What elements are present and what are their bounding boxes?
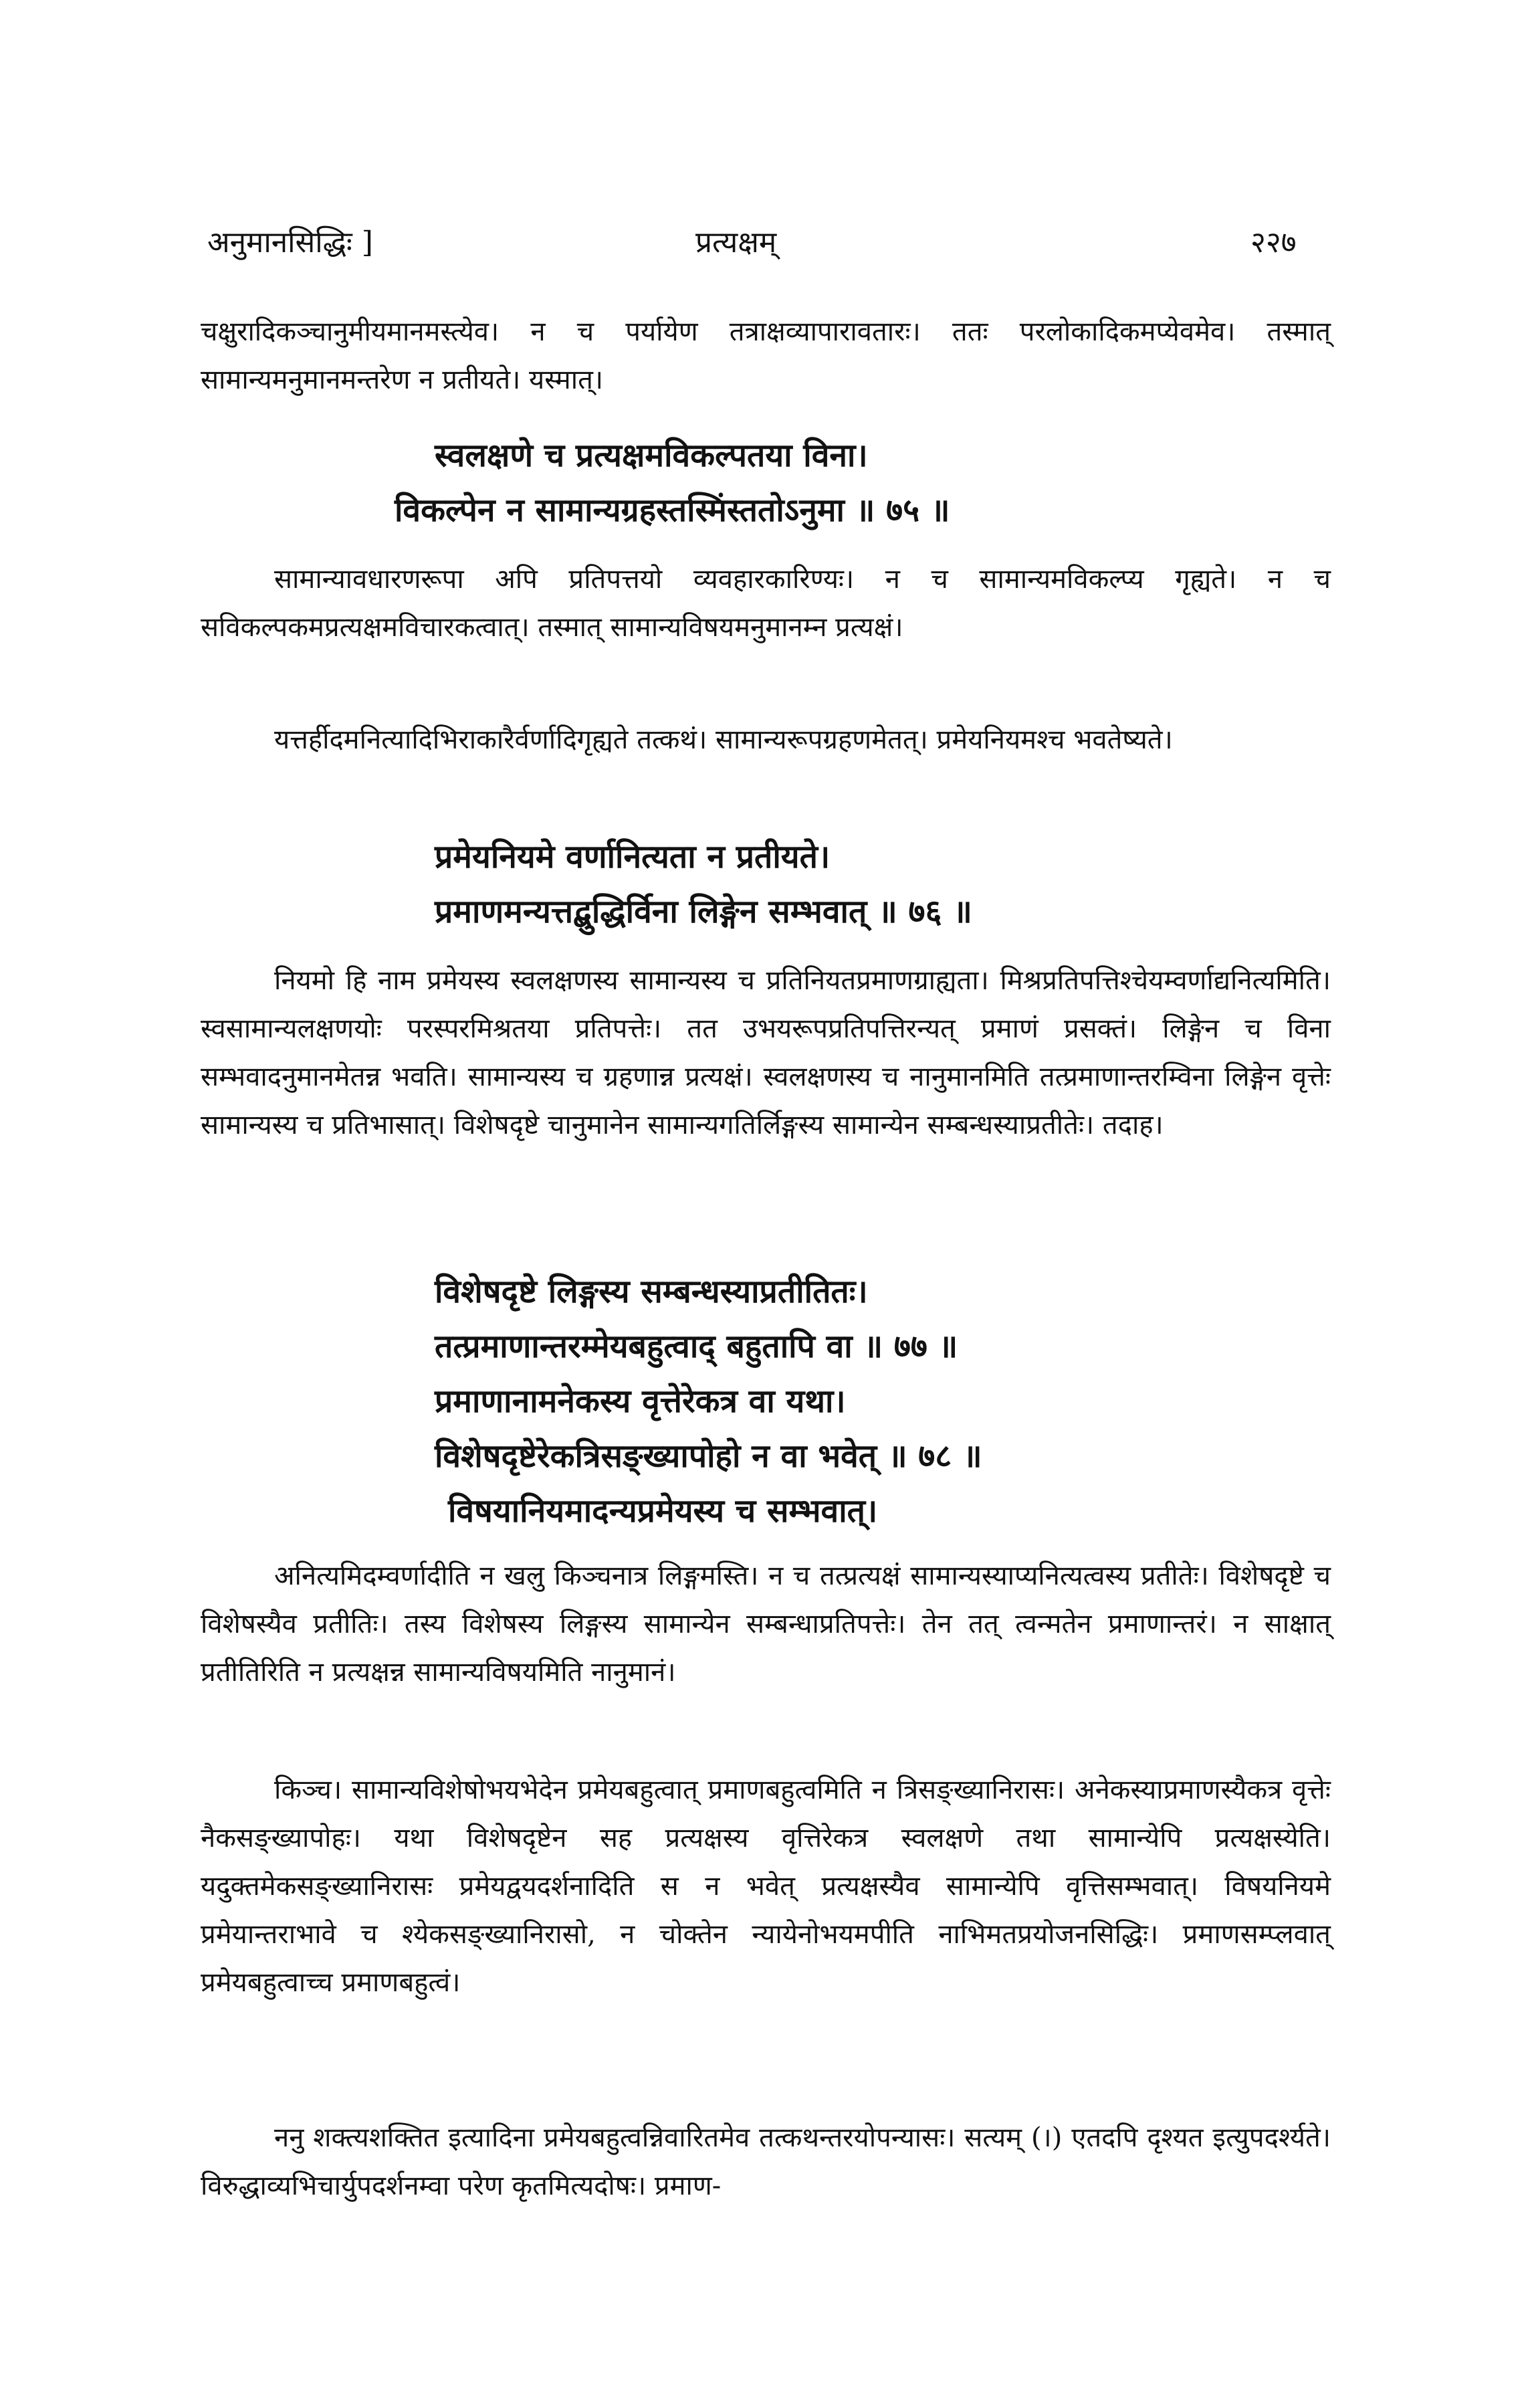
page-number: २२७ [1250, 225, 1297, 260]
running-head-center: प्रत्यक्षम् [695, 225, 777, 260]
paragraph-block [201, 2114, 1331, 2210]
verse-line: तत्प्रमाणान्तरम्मेयबहुत्वाद् बहुतापि वा ॥ ७७ ॥ [435, 1328, 958, 1365]
verse-line: प्रमेयनियमे वर्णानित्यता न प्रतीयते। [435, 838, 831, 876]
running-head-left: अनुमानसिद्धिः ] [207, 225, 373, 260]
paragraph-block [201, 716, 1331, 764]
paragraph: किञ्च। सामान्यविशेषोभयभेदेन प्रमेयबहुत्वात् प्रमाणबहुत्वमिति न त्रिसङ्ख्यानिरासः। अनेकस्याप्रमाणस्यैकत्र वृत्तेः नैकसङ्ख्यापोहः। यथा विशेषदृष्टेन सह प्रत्यक्षस्य वृत्तिरेकत्र स्वलक्षणे तथा सामान्येपि प्रत्यक्षस्येति। यदुक्तमेकसङ्ख्यानिरासः प्रमेयद्वयदर्शनादिति स न भवेत् प्रत्यक्षस्यैव सामान्येपि वृत्तिसम्भवात्। विषयनियमे प्रमेयान्तराभावे च श्येकसङ्ख्यानिरासो, न चोक्तेन न्यायेनोभयमपीति नाभिमतप्रयोजनसिद्धिः। प्रमाणसम्प्लवात् प्रमेयबहुत्वाच्च प्रमाणबहुत्वं। [201, 1775, 1331, 1998]
paragraph: यत्तर्हीदमनित्यादिभिराकारैर्वर्णादिगृह्यते तत्कथं। सामान्यरूपग्रहणमेतत्। प्रमेयनियमश्च भवतेष्यते। [274, 724, 1173, 755]
paragraph: चक्षुरादिकञ्चानुमीयमानमस्त्येव। न च पर्यायेण तत्राक्षव्यापारावतारः। ततः परलोकादिकमप्येवमेव। तस्मात् सामान्यमनुमानमन्तरेण न प्रतीयते। यस्मात्। [201, 316, 1331, 395]
verse-line: विशेषदृष्टे लिङ्गस्य सम्बन्धस्याप्रतीतितः। [435, 1273, 868, 1310]
paragraph-block [201, 1552, 1331, 1696]
verse-line: प्रमाणानामनेकस्य वृत्तेरेकत्र वा यथा। [435, 1383, 846, 1420]
verse-block [435, 829, 1337, 939]
paragraph: नियमो हि नाम प्रमेयस्य स्वलक्षणस्य सामान्यस्य च प्रतिनियतप्रमाणग्राह्यता। मिश्रप्रतिपत्तिश्चेयम्वर्णाद्यनित्यमिति। स्वसामान्यलक्षणयोः परस्परमिश्रतया प्रतिपत्तेः। तत उभयरूपप्रतिपत्तिरन्यत् प्रमाणं प्रसक्तं। लिङ्गेन च विना सम्भवादनुमानमेतन्न भवति। सामान्यस्य च ग्रहणान्न प्रत्यक्षं। स्वलक्षणस्य च नानुमानमिति तत्प्रमाणान्तरम्विना लिङ्गेन वृत्तेः सामान्यस्य च प्रतिभासात्। विशेषदृष्टे चानुमानेन सामान्यगतिर्लिङ्गस्य सामान्येन सम्बन्धस्याप्रतीतेः। तदाह। [201, 965, 1331, 1140]
paragraph-block [201, 957, 1331, 1149]
verse-block [395, 428, 1337, 538]
verse-block [435, 1264, 1337, 1538]
verse-line: विशेषदृष्टेरेकत्रिसङ्ख्यापोहो न वा भवेत् ॥ ७८ ॥ [435, 1437, 982, 1475]
paragraph-block [201, 308, 1331, 404]
paragraph: ननु शक्त्यशक्तित इत्यादिना प्रमेयबहुत्वन्निवारितमेव तत्कथन्तरयोपन्यासः। सत्यम् (।) एतदपि दृश्यत इत्युपदर्श्यते। विरुद्धाव्यभिचार्युपदर्शनम्वा परेण कृतमित्यदोषः। प्रमाण- [201, 2122, 1331, 2201]
paragraph-block [201, 1766, 1331, 2007]
paragraph-block [201, 555, 1331, 651]
paragraph: सामान्यावधारणरूपा अपि प्रतिपत्तयो व्यवहारकारिण्यः। न च सामान्यमविकल्प्य गृह्यते। न च सविकल्पकमप्रत्यक्षमविचारकत्वात्। तस्मात् सामान्यविषयमनुमानम्न प्रत्यक्षं। [201, 564, 1331, 643]
paragraph: अनित्यमिदम्वर्णादीति न खलु किञ्चनात्र लिङ्गमस्ति। न च तत्प्रत्यक्षं सामान्यस्याप्यनित्यत्वस्य प्रतीतेः। विशेषदृष्टे च विशेषस्यैव प्रतीतिः। तस्य विशेषस्य लिङ्गस्य सामान्येन सम्बन्धाप्रतिपत्तेः। तेन तत् त्वन्मतेन प्रमाणान्तरं। न साक्षात् प्रतीतिरिति न प्रत्यक्षन्न सामान्यविषयमिति नानुमानं। [201, 1561, 1331, 1688]
verse-line: विकल्पेन न सामान्यग्रहस्तस्मिंस्ततोऽनुमा ॥ ७५ ॥ [395, 492, 950, 529]
verse-line: स्वलक्षणे च प्रत्यक्षमविकल्पतया विना। [435, 437, 868, 474]
verse-line: विषयानियमादन्यप्रमेयस्य च सम्भवात्। [448, 1492, 878, 1530]
verse-line: प्रमाणमन्यत्तद्बुद्धिर्विना लिङ्गेन सम्भवात् ॥ ७६ ॥ [435, 893, 972, 930]
